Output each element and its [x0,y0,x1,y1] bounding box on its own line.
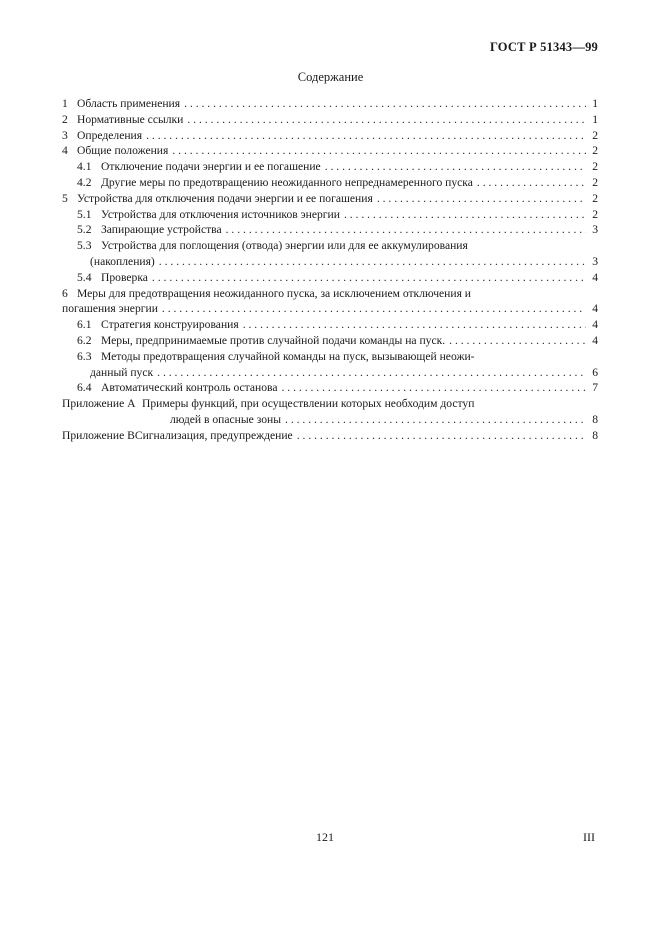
document-header-code: ГОСТ Р 51343—99 [489,40,598,54]
toc-leader-dots [152,270,586,286]
toc-entry-title: Общие положения [77,144,169,158]
toc-entry-number: 6.1 [77,318,92,332]
toc-entry-title: Методы предотвращения случайной команды на пуск, вызывающей неожи- [101,349,475,363]
toc-entry-page: 1 [592,112,598,126]
toc-entry-number: 6.4 [77,381,92,395]
toc-entry [62,254,598,270]
toc-leader-dots [187,112,586,128]
footer-roman-page: III [583,830,595,844]
toc-title: Содержание [297,70,364,84]
toc-entry-page: 4 [592,333,598,347]
toc-entry-title: Устройства для отключения подачи энергии и ее погашения [77,191,373,205]
toc-entry-title: Запирающие устройства [101,223,222,237]
toc-entry [62,159,598,175]
toc-entry [62,222,598,238]
toc-entry-title: Примеры функций, при осуществлении которых необходим доступ [142,397,475,411]
toc-entry [62,270,598,286]
toc-entry-page: 8 [592,428,598,442]
toc-leader-dots [162,301,586,317]
toc-leader-dots [226,222,586,238]
toc-entry [62,317,598,333]
footer-page-number: 121 [316,830,334,844]
toc-entry-page: 6 [592,365,598,379]
toc-entry-title: Автоматический контроль останова [101,381,278,395]
toc-leader-dots [344,207,586,223]
toc-entry [62,96,598,112]
toc-entry-page: 4 [592,270,598,284]
toc-entry-number: 4.1 [77,160,92,174]
toc-leader-dots [297,428,586,444]
toc-leader-dots [449,333,586,349]
toc-appendix-label: Приложение А [62,397,136,411]
toc-entry [62,207,598,223]
toc-entry-title: Стратегия конструирования [101,318,239,332]
toc-leader-dots [477,175,586,191]
toc-entry [62,301,598,317]
toc-entry-number: 4.2 [77,175,92,189]
toc-entry-page: 8 [592,412,598,426]
toc-entry [62,428,598,444]
toc-entry [62,191,598,207]
toc-entry [62,349,598,365]
toc-entry-number: 2 [62,112,68,126]
toc-entry-page: 3 [592,254,598,268]
toc-entry-page: 2 [592,160,598,174]
toc-entry-page: 7 [592,381,598,395]
toc-entry-number: 5.4 [77,270,92,284]
toc-entry [62,175,598,191]
toc-entry-title: Устройства для поглощения (отвода) энергии или для ее аккумулирования [101,239,468,253]
toc-entry-page: 2 [592,207,598,221]
toc-entry-title: людей в опасные зоны [170,412,282,426]
toc-entry [62,112,598,128]
toc-entry [62,143,598,159]
toc-entry [62,286,598,302]
toc-entry-number: 6.3 [77,349,92,363]
toc-leader-dots [243,317,586,333]
toc-entry [62,128,598,144]
toc-leader-dots [159,254,586,270]
toc-entry-title: (накопления) [90,254,155,268]
toc-entry-title: Область применения [77,97,181,110]
toc-entry-page: 2 [592,128,598,142]
toc-leader-dots [325,159,586,175]
toc-entry-number: 3 [62,128,68,142]
toc-entry-page: 4 [592,318,598,332]
toc-entry-number: 1 [62,97,68,110]
toc-leader-dots [282,380,587,396]
toc-entry-number: 5.3 [77,239,92,253]
toc-entry [62,396,598,412]
toc-entry [62,365,598,381]
toc-leader-dots [146,128,586,144]
toc-entry-number: 6 [62,286,68,300]
toc-entry-title: Определения [77,128,143,142]
toc-entry-number: 5 [62,191,68,205]
toc-entry-number: 4 [62,144,68,158]
table-of-contents [62,96,598,444]
toc-entry-title: Устройства для отключения источников энергии [101,207,340,221]
toc-appendix-label: Приложение В [62,428,135,442]
toc-entry-title: данный пуск [90,365,154,379]
toc-entry [62,238,598,254]
toc-entry-title: Меры для предотвращения неожиданного пуска, за исключением отключения и [77,286,472,300]
toc-leader-dots [285,412,586,428]
toc-entry-title: Проверка [101,270,148,284]
toc-entry-title: Другие меры по предотвращению неожиданного непреднамеренного пуска [101,175,473,189]
toc-leader-dots [172,143,586,159]
toc-entry-title: Сигнализация, предупреждение [134,428,293,442]
toc-entry-page: 2 [592,191,598,205]
toc-entry [62,380,598,396]
toc-entry-title: погашения энергии [62,302,158,316]
toc-entry [62,412,598,428]
toc-leader-dots [157,365,586,381]
toc-entry-page: 2 [592,175,598,189]
toc-entry-page: 3 [592,223,598,237]
toc-entry-number: 5.2 [77,223,92,237]
toc-entry-title: Отключение подачи энергии и ее погашение [101,160,321,174]
toc-entry-number: 5.1 [77,207,92,221]
toc-entry-number: 6.2 [77,333,92,347]
toc-entry-page: 1 [592,97,598,110]
toc-entry-title: Меры, предпринимаемые против случайной подачи команды на пуск. [101,333,446,347]
toc-entry [62,333,598,349]
toc-leader-dots [377,191,586,207]
toc-entry-title: Нормативные ссылки [77,112,184,126]
toc-leader-dots [184,96,586,112]
toc-entry-page: 2 [592,144,598,158]
toc-entry-page: 4 [592,302,598,316]
